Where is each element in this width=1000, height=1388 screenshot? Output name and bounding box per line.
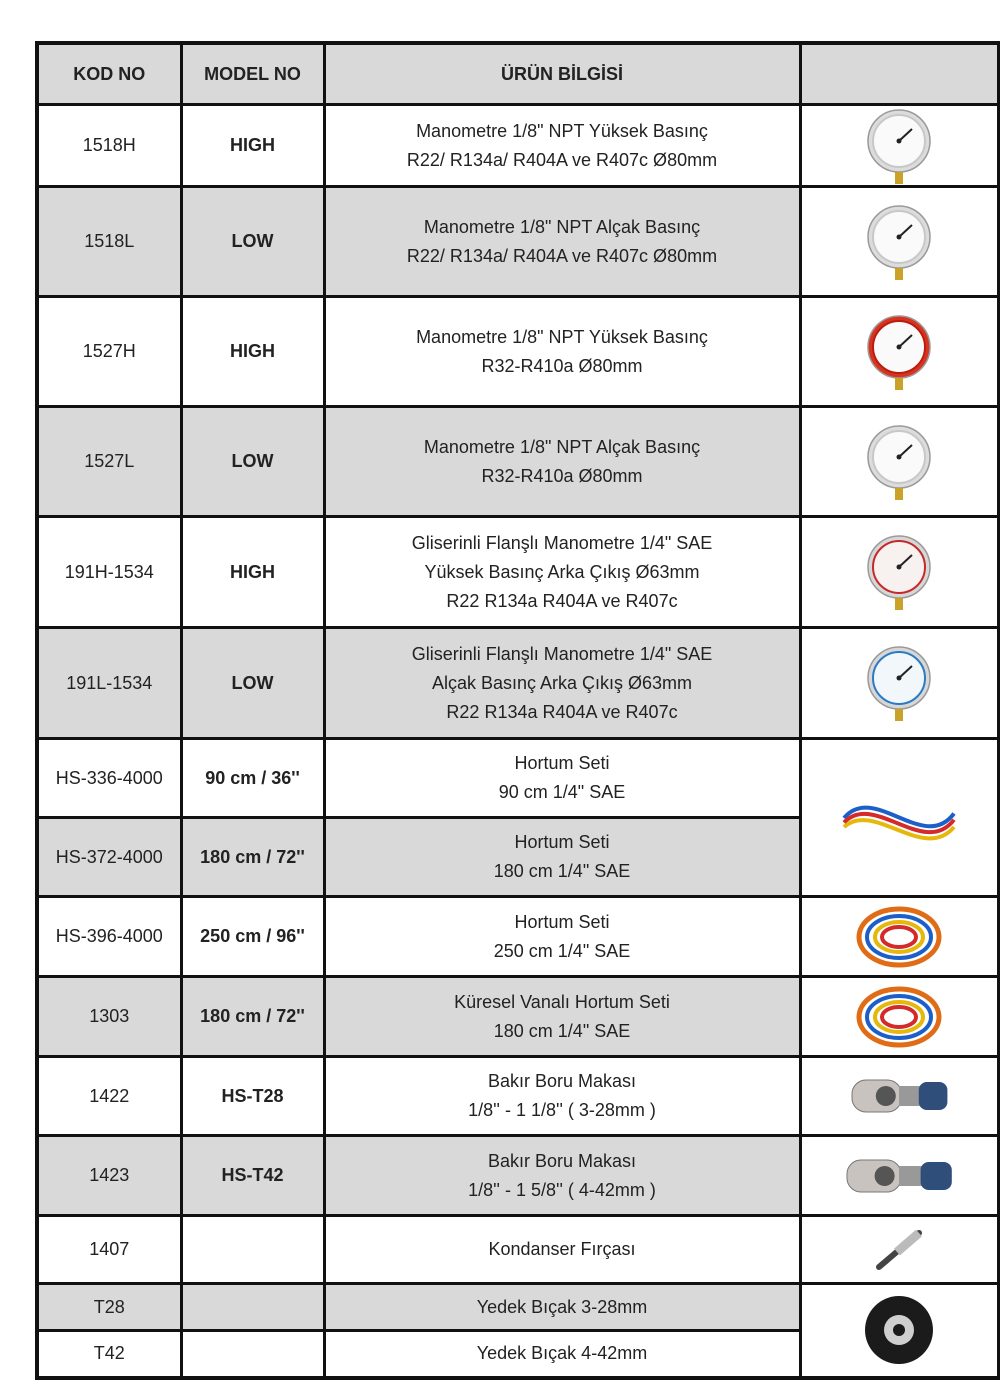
tube-cutter-icon bbox=[804, 1066, 996, 1126]
product-image-cell bbox=[800, 897, 999, 977]
product-info-line: 1/8'' - 1 5/8'' ( 4-42mm ) bbox=[468, 1179, 656, 1200]
product-info-line: Bakır Boru Makası bbox=[487, 1150, 637, 1171]
product-info-line: Bakır Boru Makası bbox=[487, 1071, 637, 1091]
product-info-cell bbox=[324, 105, 800, 187]
model-no-cell: 250 cm / 96'' bbox=[181, 897, 324, 977]
kod-no-cell: HS-372-4000 bbox=[37, 818, 181, 897]
table-row bbox=[37, 105, 999, 187]
table-row bbox=[37, 1216, 999, 1284]
cutter-wheel-icon bbox=[804, 1290, 996, 1370]
product-info-line: Hortum Seti bbox=[514, 832, 610, 852]
model-no-cell: LOW bbox=[181, 187, 324, 297]
kod-no-cell: T28 bbox=[37, 1284, 181, 1331]
table-row bbox=[37, 977, 999, 1057]
product-info-cell bbox=[324, 818, 800, 897]
product-info-cell bbox=[324, 739, 800, 818]
table-row bbox=[37, 897, 999, 977]
model-no-cell: HIGH bbox=[181, 297, 324, 407]
white-pressure-gauge-icon bbox=[804, 203, 996, 281]
model-no-cell: LOW bbox=[181, 407, 324, 517]
product-info-line: 90 cm 1/4" SAE bbox=[498, 782, 626, 802]
model-no-cell: HS-T42 bbox=[181, 1136, 324, 1216]
table-row bbox=[37, 1057, 999, 1136]
header-urun-bilgisi: ÜRÜN BİLGİSİ bbox=[324, 43, 800, 105]
model-no-cell: HIGH bbox=[181, 105, 324, 187]
product-info-line: Hortum Seti bbox=[514, 911, 610, 932]
table-row bbox=[37, 1136, 999, 1216]
table-row bbox=[37, 1284, 999, 1331]
kod-no-cell: T42 bbox=[37, 1331, 181, 1378]
header-model-no: MODEL NO bbox=[181, 43, 324, 105]
product-info-cell bbox=[324, 187, 800, 297]
product-info-line: R32-R410a Ø80mm bbox=[481, 355, 643, 376]
product-image-cell bbox=[800, 977, 999, 1057]
product-info-line: R32-R410a Ø80mm bbox=[481, 465, 643, 486]
product-image-cell bbox=[800, 1216, 999, 1284]
blue-flange-gauge-icon bbox=[804, 644, 996, 722]
kod-no-cell: HS-336-4000 bbox=[37, 739, 181, 818]
table-row bbox=[37, 187, 999, 297]
product-info-cell bbox=[324, 1331, 800, 1378]
product-image-cell bbox=[800, 517, 999, 628]
product-info-line: R22/ R134a/ R404A ve R407c Ø80mm bbox=[406, 245, 718, 266]
product-info-line: Yedek Bıçak 3-28mm bbox=[476, 1296, 648, 1317]
product-image-cell bbox=[800, 1284, 999, 1378]
model-no-cell: 90 cm / 36'' bbox=[181, 739, 324, 818]
condenser-brush-icon bbox=[804, 1225, 996, 1275]
kod-no-cell: 1527L bbox=[37, 407, 181, 517]
product-image-cell bbox=[800, 407, 999, 517]
product-info-line: Hortum Seti bbox=[514, 753, 610, 773]
product-info-line: R22 R134a R404A ve R407c bbox=[446, 590, 678, 611]
model-no-cell bbox=[181, 1216, 324, 1284]
product-info-line: Gliserinli Flanşlı Manometre 1/4" SAE bbox=[411, 643, 713, 664]
product-info-cell bbox=[324, 897, 800, 977]
product-info-line: Yedek Bıçak 4-42mm bbox=[476, 1343, 648, 1364]
product-image-cell bbox=[800, 739, 999, 897]
product-info-cell bbox=[324, 407, 800, 517]
product-info-line: Manometre 1/8" NPT Yüksek Basınç bbox=[416, 326, 708, 347]
model-no-cell: 180 cm / 72'' bbox=[181, 977, 324, 1057]
table-row bbox=[37, 517, 999, 628]
product-info-line: 180 cm 1/4" SAE bbox=[493, 1020, 631, 1041]
product-info-line: R22 R134a R404A ve R407c bbox=[446, 701, 678, 722]
model-no-cell: 180 cm / 72'' bbox=[181, 818, 324, 897]
model-no-cell: HS-T28 bbox=[181, 1057, 324, 1136]
kod-no-cell: 191L-1534 bbox=[37, 628, 181, 739]
tube-cutter-large-icon bbox=[804, 1146, 996, 1206]
kod-no-cell: HS-396-4000 bbox=[37, 897, 181, 977]
product-info-line: Manometre 1/8" NPT Yüksek Basınç bbox=[416, 120, 708, 141]
kod-no-cell: 1423 bbox=[37, 1136, 181, 1216]
model-no-cell bbox=[181, 1284, 324, 1331]
header-kod-no: KOD NO bbox=[37, 43, 181, 105]
kod-no-cell: 1407 bbox=[37, 1216, 181, 1284]
product-table bbox=[35, 41, 1000, 1380]
kod-no-cell: 1518L bbox=[37, 187, 181, 297]
header-image bbox=[800, 43, 999, 105]
product-info-line: 180 cm 1/4" SAE bbox=[493, 861, 631, 881]
hose-set-icon bbox=[804, 773, 996, 863]
product-info-line: 250 cm 1/4" SAE bbox=[493, 940, 631, 961]
product-image-cell bbox=[800, 1136, 999, 1216]
product-info-line: Kondanser Fırçası bbox=[488, 1239, 636, 1259]
product-image-cell bbox=[800, 105, 999, 187]
red-pressure-gauge-icon bbox=[804, 313, 996, 391]
product-info-cell bbox=[324, 297, 800, 407]
product-info-line: Manometre 1/8" NPT Alçak Basınç bbox=[423, 436, 701, 457]
product-info-line: Küresel Vanalı Hortum Seti bbox=[454, 991, 670, 1012]
product-info-line: 1/8'' - 1 1/8'' ( 3-28mm ) bbox=[468, 1100, 656, 1120]
product-info-line: Alçak Basınç Arka Çıkış Ø63mm bbox=[431, 672, 693, 693]
product-info-line: Yüksek Basınç Arka Çıkış Ø63mm bbox=[424, 561, 700, 582]
kod-no-cell: 1518H bbox=[37, 105, 181, 187]
product-image-cell bbox=[800, 297, 999, 407]
model-no-cell: LOW bbox=[181, 628, 324, 739]
product-info-cell bbox=[324, 1216, 800, 1284]
product-info-line: Gliserinli Flanşlı Manometre 1/4" SAE bbox=[411, 532, 713, 553]
kod-no-cell: 1303 bbox=[37, 977, 181, 1057]
product-image-cell bbox=[800, 1057, 999, 1136]
product-info-line: R22/ R134a/ R404A ve R407c Ø80mm bbox=[406, 149, 718, 170]
white-pressure-gauge-icon bbox=[804, 423, 996, 501]
white-pressure-gauge-icon bbox=[804, 107, 996, 185]
kod-no-cell: 1422 bbox=[37, 1057, 181, 1136]
product-info-cell bbox=[324, 1136, 800, 1216]
table-row bbox=[37, 628, 999, 739]
table-row bbox=[37, 739, 999, 818]
coiled-hose-set-icon bbox=[804, 982, 996, 1052]
header-row bbox=[37, 43, 999, 105]
model-no-cell: HIGH bbox=[181, 517, 324, 628]
product-image-cell bbox=[800, 187, 999, 297]
product-info-cell bbox=[324, 628, 800, 739]
product-info-line: Manometre 1/8" NPT Alçak Basınç bbox=[423, 216, 701, 237]
product-info-cell bbox=[324, 517, 800, 628]
table-row bbox=[37, 407, 999, 517]
product-info-cell bbox=[324, 1057, 800, 1136]
product-info-cell bbox=[324, 977, 800, 1057]
kod-no-cell: 191H-1534 bbox=[37, 517, 181, 628]
red-flange-gauge-icon bbox=[804, 533, 996, 611]
coiled-hose-set-icon bbox=[804, 902, 996, 972]
product-image-cell bbox=[800, 628, 999, 739]
model-no-cell bbox=[181, 1331, 324, 1378]
product-info-cell bbox=[324, 1284, 800, 1331]
table-row bbox=[37, 297, 999, 407]
kod-no-cell: 1527H bbox=[37, 297, 181, 407]
